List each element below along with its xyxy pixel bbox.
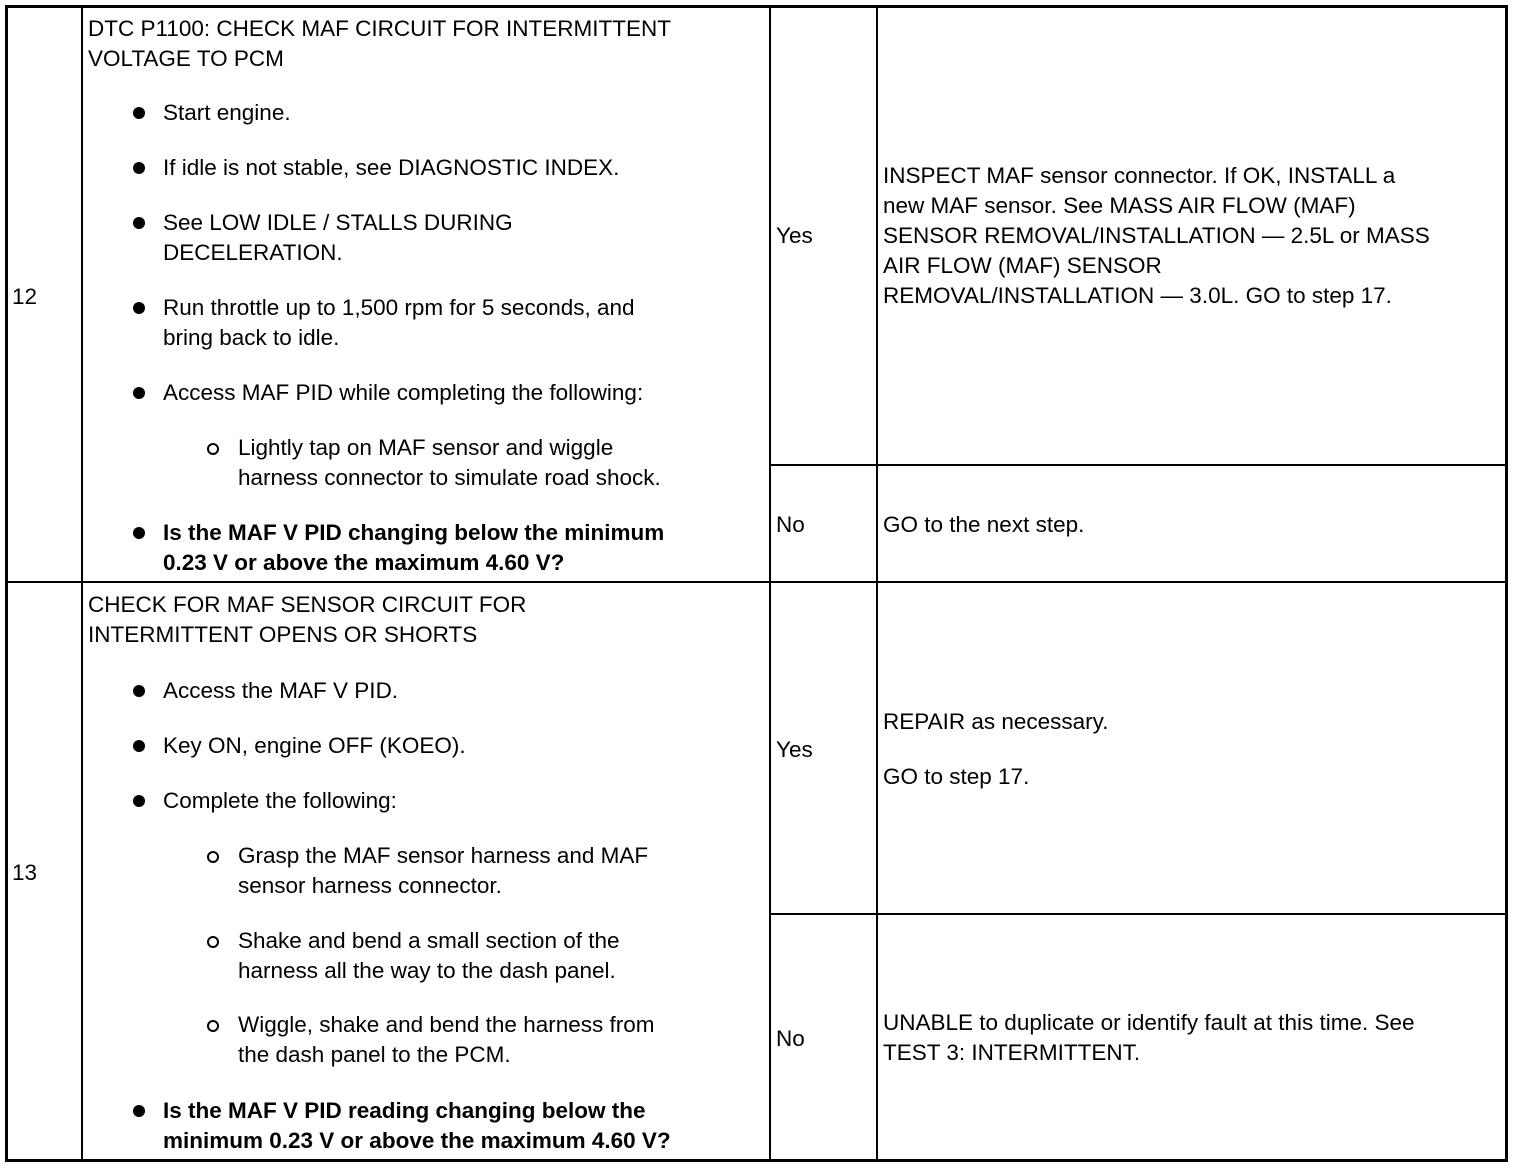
col-divider-action — [769, 6, 771, 1161]
yes-result-line: new MAF sensor. See MASS AIR FLOW (MAF) — [883, 193, 1356, 218]
no-result-line: TEST 3: INTERMITTENT. — [883, 1040, 1141, 1065]
yes-result-line: GO to step 17. — [883, 764, 1030, 789]
question: Is the MAF V PID changing below the minimum — [163, 520, 665, 545]
bullet-icon — [133, 107, 145, 119]
row-divider — [6, 581, 1507, 583]
step-number: 12 — [12, 284, 38, 309]
col-divider-answer — [876, 6, 878, 1161]
sub-action-item: Lightly tap on MAF sensor and wiggle — [238, 435, 614, 460]
action-item: Run throttle up to 1,500 rpm for 5 seconds, and — [163, 295, 635, 320]
action-item: If idle is not stable, see DIAGNOSTIC INDEX. — [163, 155, 620, 180]
answer-no-label: No — [776, 512, 805, 537]
question: Is the MAF V PID reading changing below the — [163, 1098, 646, 1123]
question: minimum 0.23 V or above the maximum 4.60 V? — [163, 1128, 671, 1153]
bullet-icon — [133, 387, 145, 399]
bullet-icon — [133, 795, 145, 807]
yes-result-line: INSPECT MAF sensor connector. If OK, INSTALL a — [883, 163, 1396, 188]
action-item: See LOW IDLE / STALLS DURING — [163, 210, 513, 235]
yes-result-line: REMOVAL/INSTALLATION — 3.0L. GO to step 17. — [883, 283, 1392, 308]
yes-result-line: SENSOR REMOVAL/INSTALLATION — 2.5L or MASS — [883, 223, 1430, 248]
yes-result-line: REPAIR as necessary. — [883, 709, 1109, 734]
answer-yes-label: Yes — [776, 737, 813, 762]
sub-action-item: Shake and bend a small section of the — [238, 928, 620, 953]
answer-yes-label: Yes — [776, 223, 813, 248]
answer-divider-13 — [770, 913, 1507, 915]
action-item: DECELERATION. — [163, 240, 343, 265]
sub-bullet-icon — [207, 936, 219, 948]
answer-divider-12 — [770, 464, 1507, 466]
sub-action-item: Wiggle, shake and bend the harness from — [238, 1012, 655, 1037]
bullet-icon — [133, 302, 145, 314]
action-item: Access MAF PID while completing the following: — [163, 380, 644, 405]
no-result-line: UNABLE to duplicate or identify fault at this time. See — [883, 1010, 1415, 1035]
col-divider-step — [81, 6, 83, 1161]
no-result-line: GO to the next step. — [883, 512, 1085, 537]
action-item: Start engine. — [163, 100, 291, 125]
step-title-line: VOLTAGE TO PCM — [88, 46, 284, 71]
question: 0.23 V or above the maximum 4.60 V? — [163, 550, 565, 575]
action-item: Complete the following: — [163, 788, 397, 813]
sub-action-item: harness connector to simulate road shock. — [238, 465, 661, 490]
bullet-icon — [133, 685, 145, 697]
sub-action-item: the dash panel to the PCM. — [238, 1042, 511, 1067]
sub-bullet-icon — [207, 443, 219, 455]
bullet-icon — [133, 162, 145, 174]
answer-no-label: No — [776, 1026, 805, 1051]
action-item: Access the MAF V PID. — [163, 678, 399, 703]
sub-action-item: Grasp the MAF sensor harness and MAF — [238, 843, 649, 868]
action-item: bring back to idle. — [163, 325, 340, 350]
bullet-icon — [133, 217, 145, 229]
sub-bullet-icon — [207, 1020, 219, 1032]
sub-action-item: harness all the way to the dash panel. — [238, 958, 616, 983]
yes-result-line: AIR FLOW (MAF) SENSOR — [883, 253, 1162, 278]
bullet-icon — [133, 740, 145, 752]
sub-action-item: sensor harness connector. — [238, 873, 502, 898]
step-number: 13 — [12, 860, 38, 885]
sub-bullet-icon — [207, 851, 219, 863]
step-title-line: DTC P1100: CHECK MAF CIRCUIT FOR INTERMITTENT — [88, 16, 671, 41]
step-title-line: CHECK FOR MAF SENSOR CIRCUIT FOR — [88, 592, 527, 617]
bullet-icon — [133, 1105, 145, 1117]
bullet-icon — [133, 527, 145, 539]
action-item: Key ON, engine OFF (KOEO). — [163, 733, 466, 758]
step-title-line: INTERMITTENT OPENS OR SHORTS — [88, 622, 478, 647]
